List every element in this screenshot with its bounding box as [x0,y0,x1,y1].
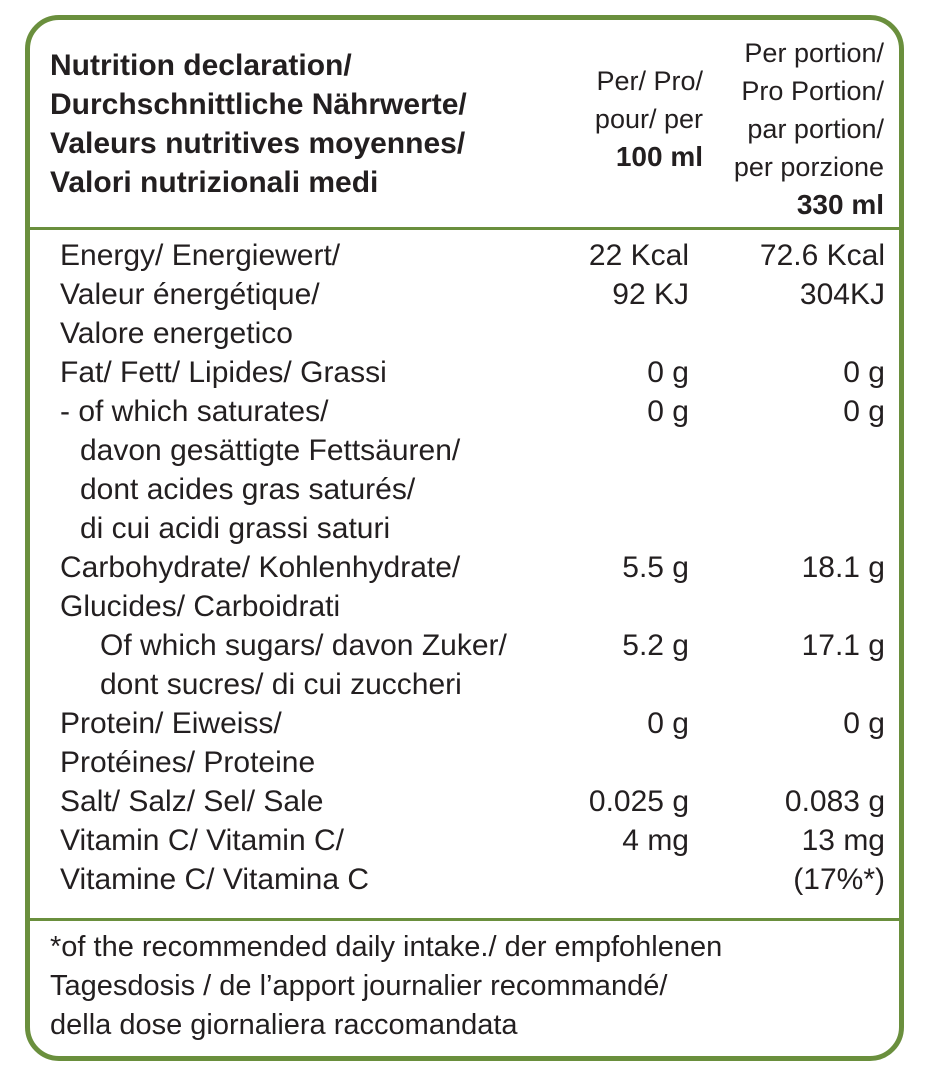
nutrient-label: - of which saturates/ [60,395,329,428]
nutrient-label: Carbohydrate/ Kohlenhydrate/ [60,551,461,584]
value-per-100ml: 0 g [647,356,689,389]
value-per-100ml: 0.025 g [588,785,689,818]
nutrient-label: davon gesättigte Fettsäuren/ [80,434,461,467]
nutrient-label: dont acides gras saturés/ [80,473,416,506]
value-per-portion: 0 g [843,707,885,740]
value-per-100ml: 0 g [647,395,689,428]
title-line: Valori nutrizionali medi [50,166,379,199]
column-header-line: Pro Portion/ [741,76,884,106]
nutrient-label: Of which sugars/ davon Zuker/ [100,629,507,662]
footnote-line: della dose giornaliera raccomandata [50,1009,518,1041]
column-header-line: pour/ per [594,104,703,134]
value-per-portion: 17.1 g [801,629,885,662]
nutrient-label: Protéines/ Proteine [60,746,316,779]
value-per-portion: (17%*) [793,863,885,896]
column-header-amount: 330 ml [796,189,884,220]
column-header-line: Per/ Pro/ [596,66,703,96]
nutrient-label: Protein/ Eiweiss/ [60,707,282,740]
nutrient-label: Vitamine C/ Vitamina C [60,863,370,896]
title-line: Valeurs nutritives moyennes/ [50,127,466,160]
column-header-100ml [595,62,703,176]
nutrient-label: Valeur énergétique/ [60,278,320,311]
value-per-100ml: 92 KJ [612,278,689,311]
title-line: Nutrition declaration/ [50,49,352,82]
value-per-portion: 304KJ [799,278,885,311]
nutrient-label: Energy/ Energiewert/ [60,239,341,272]
value-per-portion: 0 g [843,356,885,389]
column-header-amount: 100 ml [615,141,703,172]
value-per-portion: 0.083 g [784,785,885,818]
value-per-100ml: 0 g [647,707,689,740]
nutrition-panel [25,15,904,1061]
header-divider [30,227,899,230]
value-per-100ml: 4 mg [622,824,689,857]
nutrient-label: Vitamin C/ Vitamin C/ [60,824,344,857]
column-header-line: par portion/ [747,114,884,144]
column-header-line: Per portion/ [744,38,884,68]
value-per-portion: 0 g [843,395,885,428]
nutrient-label: Fat/ Fett/ Lipides/ Grassi [60,356,387,389]
value-per-portion: 18.1 g [801,551,885,584]
value-per-100ml: 22 Kcal [588,239,689,272]
nutrient-label: Valore energetico [60,317,293,350]
value-per-portion: 13 mg [801,824,885,857]
footnote-line: Tagesdosis / de l’apport journalier recommandé/ [50,970,668,1002]
value-per-portion: 72.6 Kcal [759,239,885,272]
nutrient-label: Glucides/ Carboidrati [60,590,341,623]
value-per-100ml: 5.5 g [622,551,689,584]
footnote-line: *of the recommended daily intake./ der empfohlenen [50,931,723,963]
table-title [50,46,467,202]
value-per-100ml: 5.2 g [622,629,689,662]
column-header-line: per porzione [733,152,884,182]
nutrient-label: di cui acidi grassi saturi [80,512,391,545]
nutrient-label: dont sucres/ di cui zuccheri [100,668,462,701]
footnote-divider [30,918,899,921]
title-line: Durchschnittliche Nährwerte/ [50,88,467,121]
column-header-portion [734,34,884,224]
footnote [50,928,722,1045]
nutrient-label: Salt/ Salz/ Sel/ Sale [60,785,324,818]
